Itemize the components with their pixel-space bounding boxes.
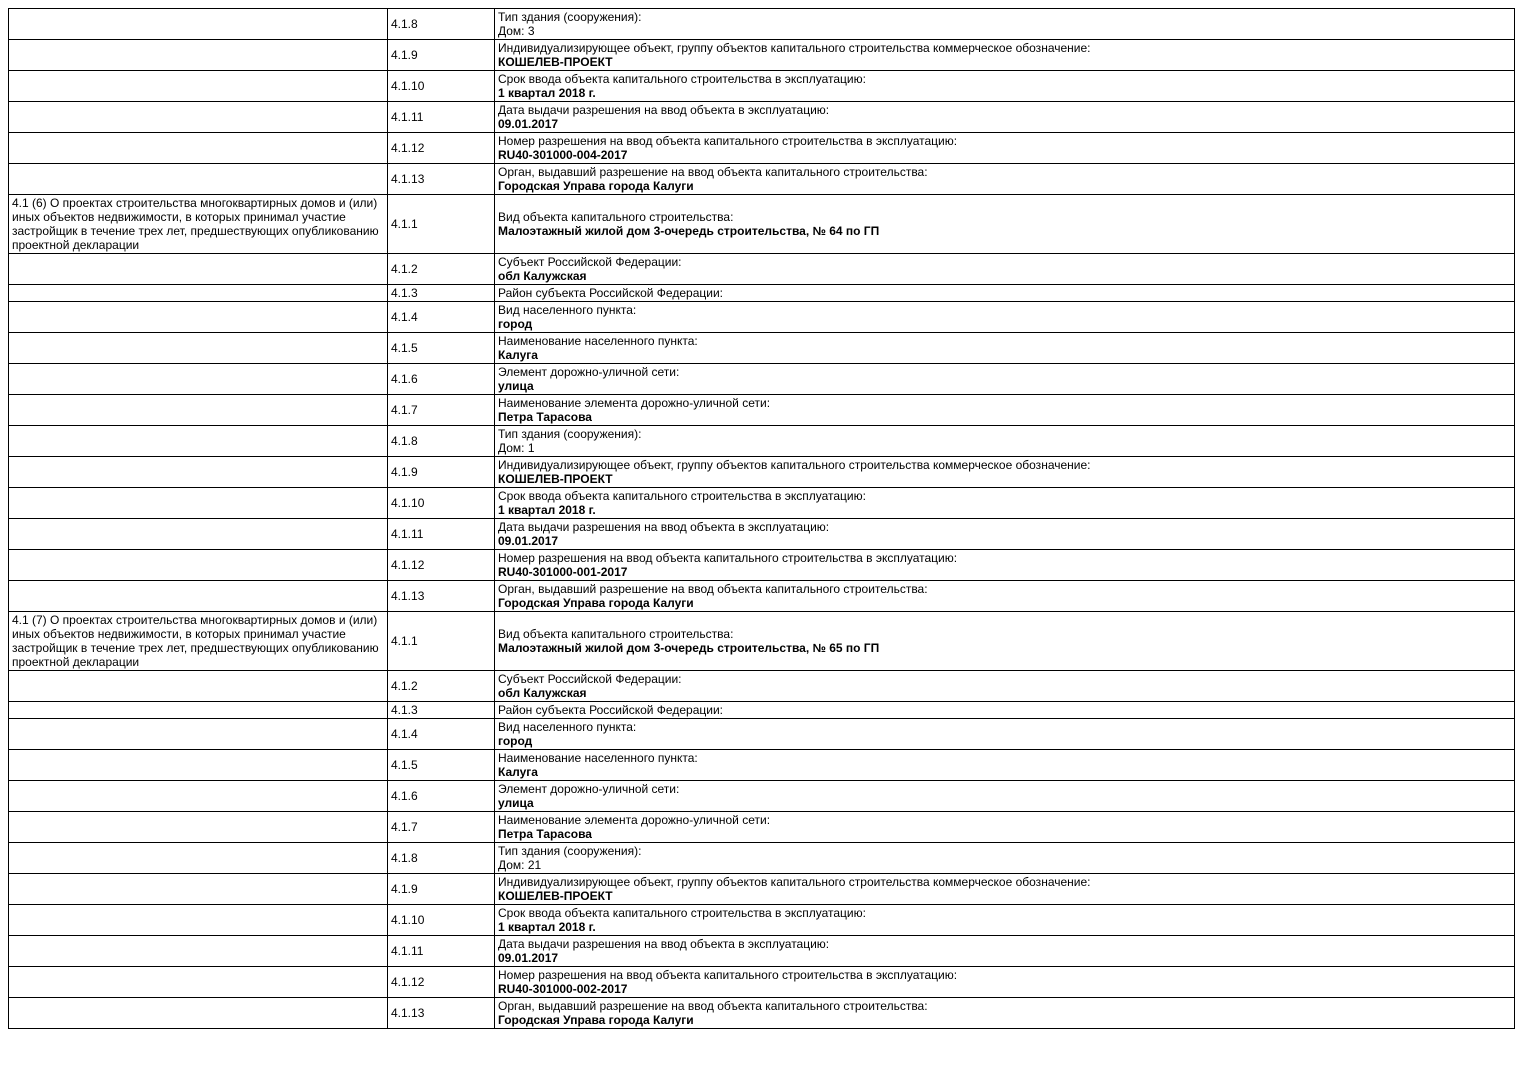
row-content (495, 9, 1515, 40)
row-content (495, 998, 1515, 1029)
field-label: Тип здания (сооружения): (498, 427, 642, 441)
table-row (9, 812, 1515, 843)
section-description (9, 40, 388, 71)
row-code: 4.1.10 (388, 905, 495, 936)
field-label: Наименование элемента дорожно-уличной сети: (498, 396, 771, 410)
section-description (9, 874, 388, 905)
field-label: Вид населенного пункта: (498, 720, 637, 734)
row-content (495, 612, 1515, 671)
row-content (495, 750, 1515, 781)
row-content (495, 843, 1515, 874)
project-declaration-table (8, 8, 1515, 1029)
row-code: 4.1.12 (388, 967, 495, 998)
field-value: Дом: 3 (498, 24, 535, 38)
row-code: 4.1.3 (388, 285, 495, 302)
field-value: Городская Управа города Калуги (498, 596, 694, 610)
field-label: Элемент дорожно-уличной сети: (498, 782, 680, 796)
row-code: 4.1.9 (388, 457, 495, 488)
row-content (495, 133, 1515, 164)
row-content (495, 550, 1515, 581)
section-description (9, 333, 388, 364)
section-description (9, 550, 388, 581)
field-value: 09.01.2017 (498, 117, 559, 131)
table-row (9, 967, 1515, 998)
row-content (495, 488, 1515, 519)
field-label: Район субъекта Российской Федерации: (498, 286, 723, 300)
field-label: Индивидуализирующее объект, группу объектов капитального строительства коммерческое обозначение: (498, 458, 1091, 472)
row-code: 4.1.4 (388, 302, 495, 333)
field-label: Субъект Российской Федерации: (498, 672, 682, 686)
section-description (9, 302, 388, 333)
row-content (495, 874, 1515, 905)
field-value: 1 квартал 2018 г. (498, 503, 596, 517)
row-content (495, 457, 1515, 488)
section-description (9, 364, 388, 395)
section-description (9, 254, 388, 285)
field-value: RU40-301000-004-2017 (498, 148, 628, 162)
field-label: Срок ввода объекта капитального строительства в эксплуатацию: (498, 489, 866, 503)
row-code: 4.1.6 (388, 364, 495, 395)
field-label: Номер разрешения на ввод объекта капитального строительства в эксплуатацию: (498, 968, 958, 982)
section-description (9, 285, 388, 302)
table-row (9, 164, 1515, 195)
table-row (9, 488, 1515, 519)
field-value: КОШЕЛЕВ-ПРОЕКТ (498, 889, 613, 903)
field-value: улица (498, 796, 534, 810)
field-value: Городская Управа города Калуги (498, 179, 694, 193)
field-label: Индивидуализирующее объект, группу объектов капитального строительства коммерческое обозначение: (498, 875, 1091, 889)
field-value: Петра Тарасова (498, 410, 592, 424)
table-row (9, 843, 1515, 874)
table-row (9, 133, 1515, 164)
section-description (9, 936, 388, 967)
row-code: 4.1.10 (388, 488, 495, 519)
section-description (9, 905, 388, 936)
row-code: 4.1.8 (388, 843, 495, 874)
section-description (9, 671, 388, 702)
field-label: Дата выдачи разрешения на ввод объекта в эксплуатацию: (498, 520, 830, 534)
field-label: Субъект Российской Федерации: (498, 255, 682, 269)
table-row (9, 364, 1515, 395)
table-row (9, 671, 1515, 702)
section-description (9, 426, 388, 457)
section-description (9, 781, 388, 812)
table-row (9, 581, 1515, 612)
table-row (9, 998, 1515, 1029)
row-code: 4.1.8 (388, 426, 495, 457)
field-value: 09.01.2017 (498, 534, 559, 548)
field-label: Вид населенного пункта: (498, 303, 637, 317)
row-content (495, 781, 1515, 812)
row-code: 4.1.10 (388, 71, 495, 102)
field-value: RU40-301000-002-2017 (498, 982, 628, 996)
field-label: Орган, выдавший разрешение на ввод объекта капитального строительства: (498, 582, 928, 596)
field-value: Дом: 21 (498, 858, 542, 872)
table-row (9, 781, 1515, 812)
field-value: Петра Тарасова (498, 827, 592, 841)
section-description (9, 457, 388, 488)
row-content (495, 812, 1515, 843)
row-content (495, 333, 1515, 364)
field-value: Дом: 1 (498, 441, 535, 455)
field-value: Калуга (498, 765, 538, 779)
row-content (495, 302, 1515, 333)
table-row (9, 71, 1515, 102)
field-value: обл Калужская (498, 686, 587, 700)
field-value: город (498, 734, 533, 748)
section-description (9, 750, 388, 781)
row-content (495, 936, 1515, 967)
row-code: 4.1.12 (388, 133, 495, 164)
row-content (495, 40, 1515, 71)
table-row (9, 102, 1515, 133)
field-label: Срок ввода объекта капитального строительства в эксплуатацию: (498, 72, 866, 86)
row-code: 4.1.7 (388, 395, 495, 426)
section-description (9, 395, 388, 426)
field-label: Орган, выдавший разрешение на ввод объекта капитального строительства: (498, 165, 928, 179)
row-content (495, 671, 1515, 702)
table-row (9, 874, 1515, 905)
field-label: Район субъекта Российской Федерации: (498, 703, 723, 717)
table-row (9, 905, 1515, 936)
field-label: Элемент дорожно-уличной сети: (498, 365, 680, 379)
section-description: 4.1 (6) О проектах строительства многоквартирных домов и (или) иных объектов недвижимости, в которых принимал участие застройщик в течение трех лет, предшествующих опубликованию проектной декларации (9, 195, 388, 254)
section-description (9, 488, 388, 519)
row-content (495, 905, 1515, 936)
table-row (9, 719, 1515, 750)
row-code: 4.1.12 (388, 550, 495, 581)
row-code: 4.1.11 (388, 936, 495, 967)
row-code: 4.1.11 (388, 102, 495, 133)
row-code: 4.1.6 (388, 781, 495, 812)
row-content (495, 719, 1515, 750)
field-value: улица (498, 379, 534, 393)
row-content (495, 102, 1515, 133)
field-value: RU40-301000-001-2017 (498, 565, 628, 579)
field-label: Тип здания (сооружения): (498, 844, 642, 858)
field-label: Номер разрешения на ввод объекта капитального строительства в эксплуатацию: (498, 551, 958, 565)
field-value: Городская Управа города Калуги (498, 1013, 694, 1027)
row-code: 4.1.5 (388, 333, 495, 364)
section-description (9, 9, 388, 40)
table-body (9, 9, 1515, 1029)
row-content (495, 164, 1515, 195)
table-row (9, 9, 1515, 40)
section-description (9, 581, 388, 612)
row-content (495, 254, 1515, 285)
section-description: 4.1 (7) О проектах строительства многоквартирных домов и (или) иных объектов недвижимости, в которых принимал участие застройщик в течение трех лет, предшествующих опубликованию проектной декларации (9, 612, 388, 671)
table-row (9, 333, 1515, 364)
row-code: 4.1.4 (388, 719, 495, 750)
section-description (9, 702, 388, 719)
field-value: город (498, 317, 533, 331)
field-label: Наименование элемента дорожно-уличной сети: (498, 813, 771, 827)
section-description (9, 519, 388, 550)
table-row (9, 519, 1515, 550)
table-row (9, 702, 1515, 719)
row-content (495, 702, 1515, 719)
field-value: Калуга (498, 348, 538, 362)
field-label: Дата выдачи разрешения на ввод объекта в эксплуатацию: (498, 937, 830, 951)
field-label: Номер разрешения на ввод объекта капитального строительства в эксплуатацию: (498, 134, 958, 148)
row-code: 4.1.13 (388, 581, 495, 612)
field-label: Орган, выдавший разрешение на ввод объекта капитального строительства: (498, 999, 928, 1013)
row-code: 4.1.3 (388, 702, 495, 719)
table-row (9, 40, 1515, 71)
table-row (9, 426, 1515, 457)
row-code: 4.1.8 (388, 9, 495, 40)
row-content (495, 195, 1515, 254)
row-content (495, 967, 1515, 998)
row-content (495, 395, 1515, 426)
section-description (9, 102, 388, 133)
row-code: 4.1.9 (388, 40, 495, 71)
section-description (9, 812, 388, 843)
row-content (495, 285, 1515, 302)
section-description (9, 967, 388, 998)
field-value: 09.01.2017 (498, 951, 559, 965)
row-code: 4.1.13 (388, 998, 495, 1029)
section-description (9, 71, 388, 102)
field-label: Наименование населенного пункта: (498, 334, 698, 348)
section-description (9, 998, 388, 1029)
row-code: 4.1.5 (388, 750, 495, 781)
row-content (495, 426, 1515, 457)
row-code: 4.1.13 (388, 164, 495, 195)
field-value: Малоэтажный жилой дом 3-очередь строительства, № 64 по ГП (498, 224, 880, 238)
row-code: 4.1.7 (388, 812, 495, 843)
section-description (9, 843, 388, 874)
row-content (495, 581, 1515, 612)
table-row (9, 302, 1515, 333)
field-label: Тип здания (сооружения): (498, 10, 642, 24)
field-label: Срок ввода объекта капитального строительства в эксплуатацию: (498, 906, 866, 920)
table-row (9, 457, 1515, 488)
section-description (9, 133, 388, 164)
field-label: Дата выдачи разрешения на ввод объекта в эксплуатацию: (498, 103, 830, 117)
section-description (9, 164, 388, 195)
row-code: 4.1.9 (388, 874, 495, 905)
row-code: 4.1.2 (388, 671, 495, 702)
row-content (495, 519, 1515, 550)
field-label: Вид объекта капитального строительства: (498, 210, 734, 224)
table-row (9, 550, 1515, 581)
field-label: Наименование населенного пункта: (498, 751, 698, 765)
field-value: обл Калужская (498, 269, 587, 283)
field-label: Вид объекта капитального строительства: (498, 627, 734, 641)
field-label: Индивидуализирующее объект, группу объектов капитального строительства коммерческое обозначение: (498, 41, 1091, 55)
section-description (9, 719, 388, 750)
row-code: 4.1.1 (388, 612, 495, 671)
table-row (9, 750, 1515, 781)
field-value: 1 квартал 2018 г. (498, 920, 596, 934)
field-value: КОШЕЛЕВ-ПРОЕКТ (498, 472, 613, 486)
row-code: 4.1.11 (388, 519, 495, 550)
table-row (9, 254, 1515, 285)
field-value: 1 квартал 2018 г. (498, 86, 596, 100)
row-code: 4.1.2 (388, 254, 495, 285)
field-value: КОШЕЛЕВ-ПРОЕКТ (498, 55, 613, 69)
row-content (495, 71, 1515, 102)
table-row (9, 936, 1515, 967)
table-row (9, 285, 1515, 302)
table-row (9, 612, 1515, 671)
table-row (9, 195, 1515, 254)
field-value: Малоэтажный жилой дом 3-очередь строительства, № 65 по ГП (498, 641, 880, 655)
row-code: 4.1.1 (388, 195, 495, 254)
row-content (495, 364, 1515, 395)
table-row (9, 395, 1515, 426)
